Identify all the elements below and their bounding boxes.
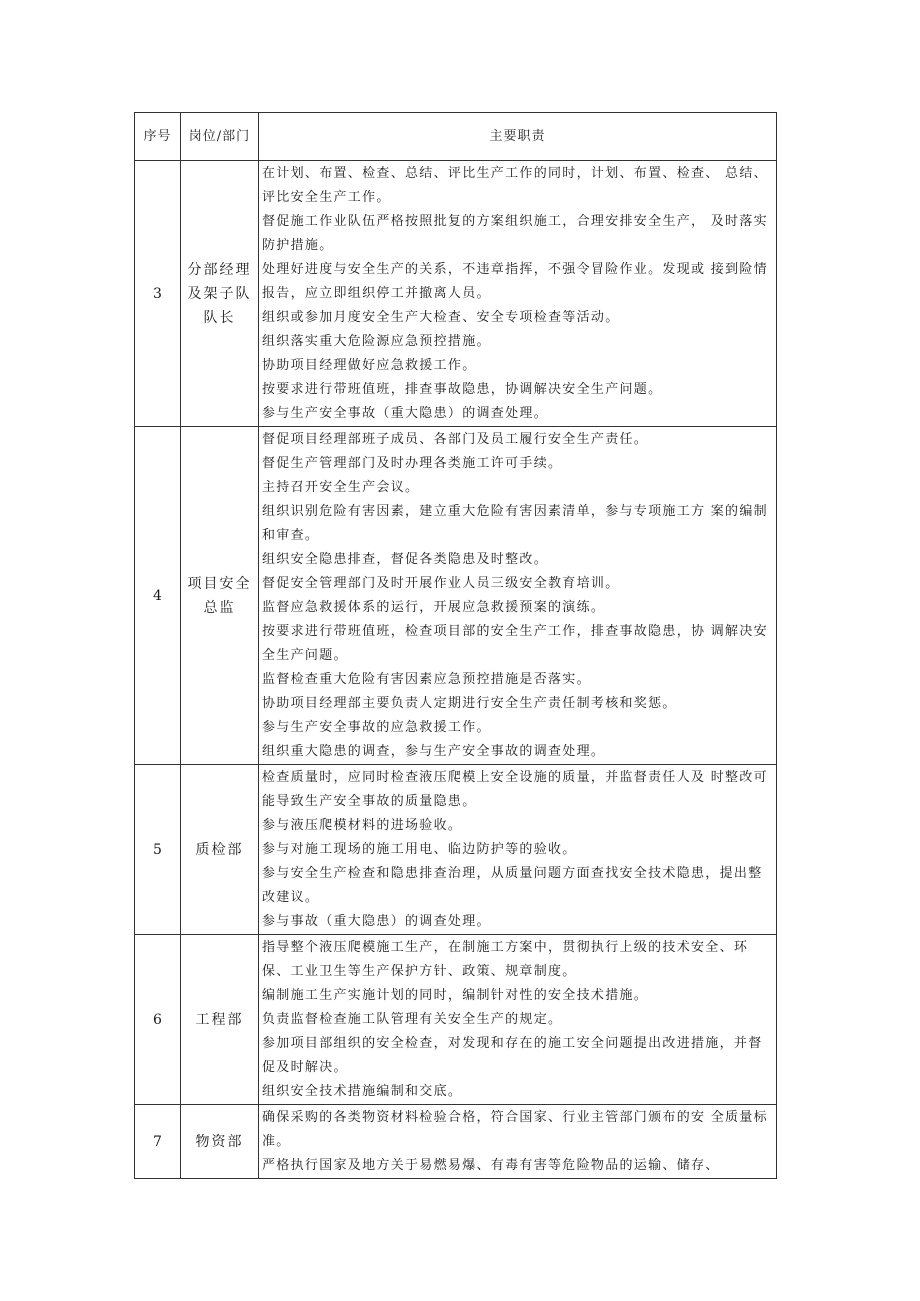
duty-item: 参与对施工现场的施工用电、临边防护等的验收。 xyxy=(262,842,577,857)
duty-item: 协助项目经理做好应急救援工作。 xyxy=(262,358,477,373)
header-position-department: 岗位/部门 xyxy=(181,113,259,161)
responsibility-table xyxy=(134,112,777,1179)
duty-item: 严格执行国家及地方关于易燃易爆、有毒有害等危险物品的运输、储存、 xyxy=(262,1158,720,1173)
duty-item: 确保采购的各类物资材料检验合格，符合国家、行业主管部门颁布的安 全质量标准。 xyxy=(262,1110,768,1149)
row-duties-cell xyxy=(259,765,777,935)
header-main-duties: 主要职责 xyxy=(259,113,777,161)
duty-item: 编制施工生产实施计划的同时，编制针对性的安全技术措施。 xyxy=(262,988,649,1003)
row-serial-number: 4 xyxy=(135,427,181,765)
table-row xyxy=(135,427,777,765)
duty-item: 按要求进行带班值班，检查项目部的安全生产工作，排查事故隐患，协 调解决安全生产问题。 xyxy=(262,624,768,663)
row-duties-cell xyxy=(259,427,777,765)
duty-item: 督促施工作业队伍严格按照批复的方案组织施工，合理安排安全生产， 及时落实防护措施。 xyxy=(262,214,768,253)
duty-item: 主持召开安全生产会议。 xyxy=(262,480,420,495)
duty-item: 参与事故（重大隐患）的调查处理。 xyxy=(262,914,491,929)
row-serial-number: 6 xyxy=(135,935,181,1105)
table-row xyxy=(135,935,777,1105)
duty-item: 组织落实重大危险源应急预控措施。 xyxy=(262,334,491,349)
row-duties-cell xyxy=(259,935,777,1105)
table-row xyxy=(135,765,777,935)
row-position-department: 项目安全总监 xyxy=(181,427,259,765)
row-position-department: 工程部 xyxy=(181,935,259,1105)
duty-item: 组织或参加月度安全生产大检查、安全专项检查等活动。 xyxy=(262,310,620,325)
duty-item: 参与安全生产检查和隐患排查治理，从质量问题方面查找安全技术隐患，提出整改建议。 xyxy=(262,866,763,905)
duty-item: 组织重大隐患的调查，参与生产安全事故的调查处理。 xyxy=(262,744,606,759)
duty-item: 组织识别危险有害因素，建立重大危险有害因素清单，参与专项施工方 案的编制和审查。 xyxy=(262,504,768,543)
row-position-department: 质检部 xyxy=(181,765,259,935)
row-serial-number: 3 xyxy=(135,161,181,427)
duty-item: 协助项目经理部主要负责人定期进行安全生产责任制考核和奖惩。 xyxy=(262,696,677,711)
duty-item: 按要求进行带班值班，排查事故隐患，协调解决安全生产问题。 xyxy=(262,382,663,397)
duty-item: 检查质量时，应同时检查液压爬模上安全设施的质量，并监督责任人及 时整改可能导致生产安全事故的质量隐患。 xyxy=(262,770,768,809)
row-position-department: 分部经理及架子队队长 xyxy=(181,161,259,427)
duty-item: 处理好进度与安全生产的关系，不违章指挥，不强令冒险作业。发现或 接到险情报告，应立即组织停工并撤离人员。 xyxy=(262,262,768,301)
header-serial-number: 序号 xyxy=(135,113,181,161)
duty-item: 督促项目经理部班子成员、各部门及员工履行安全生产责任。 xyxy=(262,432,649,447)
duty-item: 参与液压爬模材料的进场验收。 xyxy=(262,818,463,833)
duty-item: 监督检查重大危险有害因素应急预控措施是否落实。 xyxy=(262,672,591,687)
duty-item: 组织安全技术措施编制和交底。 xyxy=(262,1084,463,1099)
duty-item: 参加项目部组织的安全检查，对发现和存在的施工安全问题提出改进措施，并督促及时解决。 xyxy=(262,1036,763,1075)
duty-item: 在计划、布置、检查、总结、评比生产工作的同时，计划、布置、检查、 总结、评比安全生产工作。 xyxy=(262,166,768,205)
duty-item: 参与生产安全事故的应急救援工作。 xyxy=(262,720,491,735)
duty-item: 组织安全隐患排查，督促各类隐患及时整改。 xyxy=(262,552,549,567)
duty-item: 参与生产安全事故（重大隐患）的调查处理。 xyxy=(262,406,549,421)
duty-item: 监督应急救援体系的运行，开展应急救援预案的演练。 xyxy=(262,600,606,615)
duty-item: 负责监督检查施工队管理有关安全生产的规定。 xyxy=(262,1012,563,1027)
table-row xyxy=(135,161,777,427)
row-duties-cell xyxy=(259,1105,777,1179)
duty-item: 指导整个液压爬模施工生产，在制施工方案中，贯彻执行上级的技术安全、环保、工业卫生等生产保护方针、政策、规章制度。 xyxy=(262,940,749,979)
row-serial-number: 7 xyxy=(135,1105,181,1179)
table-header-row xyxy=(135,113,777,161)
duty-item: 督促生产管理部门及时办理各类施工许可手续。 xyxy=(262,456,563,471)
row-serial-number: 5 xyxy=(135,765,181,935)
row-duties-cell xyxy=(259,161,777,427)
table-row xyxy=(135,1105,777,1179)
row-position-department: 物资部 xyxy=(181,1105,259,1179)
duty-item: 督促安全管理部门及时开展作业人员三级安全教育培训。 xyxy=(262,576,620,591)
